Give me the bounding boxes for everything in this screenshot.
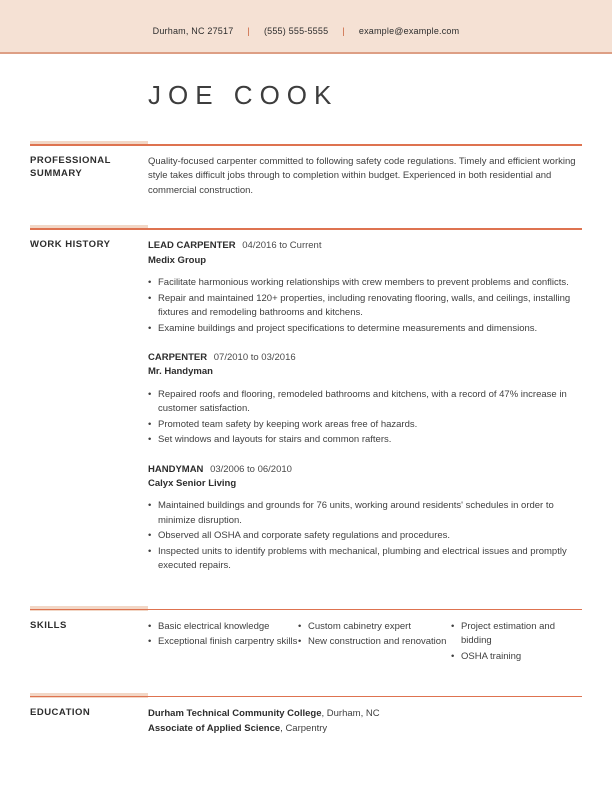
skills-column-1 [148,620,298,665]
job-bullet: • Facilitate harmonious working relationships with crew members to prevent problems and conflicts. [148,276,582,290]
job-bullet: • Examine buildings and project specifications to determine measurements and dimensions. [148,322,582,336]
section-professional-summary [30,141,582,225]
school-location: , Durham, NC [321,707,380,719]
divider-line [30,609,582,611]
skill-item: • Basic electrical knowledge [148,620,298,634]
summary-text: Quality-focused carpenter committed to following safety code regulations. Timely and efficient working style takes difficult jobs through to completion within budget. Experienced in both residential and commercial construction. [148,156,576,196]
skill-item: • OSHA training [451,650,582,664]
divider-line [30,696,582,698]
job-employer: Mr. Handyman [148,366,213,378]
education-school-line [148,707,582,722]
skills-column-2 [298,620,451,665]
contact-bar [0,0,612,54]
education-degree-line [148,722,582,737]
skills-columns [148,620,582,665]
pipe-separator: | [342,26,345,36]
contact-info [153,26,460,36]
school-name: Durham Technical Community College [148,707,322,719]
skill-item: • Project estimation and bidding [451,620,582,649]
job-bullet: • Repaired roofs and flooring, remodeled bathrooms and kitchens, with a record of 47% increase in customer satisfaction. [148,388,582,417]
skills-column-3 [451,620,582,665]
skill-item: • New construction and renovation [298,635,451,649]
skill-item: • Custom cabinetry expert [298,620,451,634]
name-heading: JOE COOK [148,80,339,110]
job-title: HANDYMAN [148,463,204,475]
job-title: LEAD CARPENTER [148,240,236,252]
contact-location: Durham, NC 27517 [152,26,234,36]
section-work-history [30,225,582,605]
job-bullet: • Repair and maintained 120+ properties, including renovating flooring, walls, and ceilings, installing fixtures and remodeling bathrooms and kitchens. [148,292,582,321]
job-bullet: • Inspected units to identify problems with mechanical, plumbing and electrical issues and promptly executed repairs. [148,545,582,574]
job-dates: 07/2010 to 03/2016 [213,351,296,363]
skill-item: • Exceptional finish carpentry skills [148,635,298,649]
degree-name: Associate of Applied Science [148,722,281,734]
section-divider [30,225,582,230]
job-bullet: • Set windows and layouts for stairs and common rafters. [148,433,582,447]
job-employer: Calyx Senior Living [148,478,237,489]
job-dates: 03/2006 to 06/2010 [210,463,292,475]
section-divider [30,141,582,146]
job-bullet: • Promoted team safety by keeping work areas free of hazards. [148,418,582,432]
job-bullet-list [148,499,582,573]
section-divider [30,606,582,611]
job-bullet: • Maintained buildings and grounds for 76 units, working around residents' schedules in order to minimize disruption. [148,499,582,528]
contact-email: example@example.com [358,26,460,36]
section-label-professional-summary: PROFESSIONAL SUMMARY [30,155,111,179]
job-bullet-list [148,388,582,448]
section-label-work-history: WORK HISTORY [30,239,111,251]
job-employer: Medix Group [148,254,207,266]
section-label-education: EDUCATION [30,706,91,718]
divider-line [30,144,582,146]
job-title-line [148,463,582,477]
job-bullet: • Observed all OSHA and corporate safety regulations and procedures. [148,529,582,543]
resume-body [30,80,582,736]
job-entry [148,351,582,448]
section-skills [30,606,582,693]
job-title: CARPENTER [148,351,208,363]
job-dates: 04/2016 to Current [242,240,322,252]
job-title-line [148,351,582,365]
section-divider [30,693,582,698]
job-entry [148,463,582,574]
degree-field: , Carpentry [280,722,328,734]
contact-phone: (555) 555-5555 [263,26,329,36]
job-title-line [148,239,582,253]
pipe-separator: | [247,26,250,36]
section-education [30,693,582,736]
section-label-skills: SKILLS [30,619,67,631]
divider-line [30,228,582,230]
job-entry [148,239,582,336]
job-bullet-list [148,276,582,336]
